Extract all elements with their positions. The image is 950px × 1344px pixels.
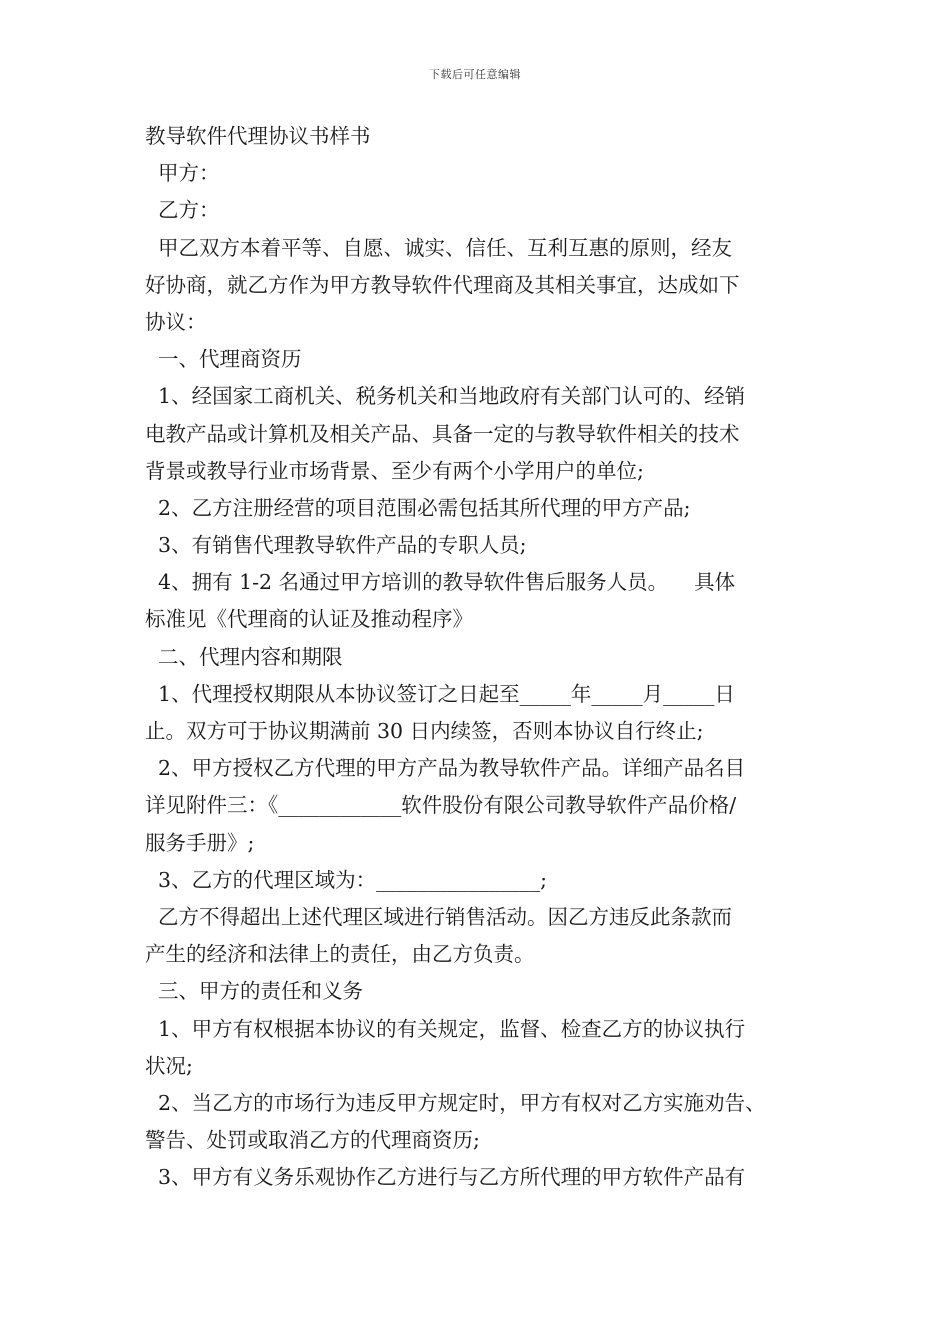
document-body [145,118,810,1196]
paragraph-line: 甲乙双方本着平等、自愿、诚实、信任、互利互惠的原则，经友 [145,235,733,260]
paragraph-line: 标准见《代理商的认证及推动程序》 [145,607,473,632]
paragraph-line: 3、乙方的代理区域为：________________; [145,867,547,892]
paragraph-line: 止。双方可于协议期满前 30 日内续签，否则本协议自行终止; [145,719,704,743]
party-b-line: 乙方： [145,198,220,223]
paragraph-line: 1、代理授权期限从本协议签订之日起至_____年_____月_____日 [145,681,735,706]
paragraph-line: 2、当乙方的市场行为违反甲方规定时，甲方有权对乙方实施劝告、 [145,1090,766,1115]
paragraph-line: 1、经国家工商机关、税务机关和当地政府有关部门认可的、经销 [145,384,746,409]
paragraph-line: 协议： [145,309,207,334]
paragraph-line: 好协商，就乙方作为甲方教导软件代理商及其相关事宜，达成如下 [145,272,740,297]
section-heading: 一、代理商资历 [145,347,302,372]
paragraph-line: 警告、处罚或取消乙方的代理商资历; [145,1128,480,1153]
paragraph-line: 2、甲方授权乙方代理的甲方产品为教导软件产品。详细产品名目 [145,756,746,781]
paragraph-line: 1、甲方有权根据本协议的有关规定，监督、检查乙方的协议执行 [145,1016,746,1041]
paragraph-line: 状况; [145,1053,193,1078]
paragraph-line: 产生的经济和法律上的责任，由乙方负责。 [145,942,535,967]
paragraph-line: 3、有销售代理教导软件产品的专职人员; [145,533,527,558]
paragraph-line: 3、甲方有义务乐观协作乙方进行与乙方所代理的甲方软件产品有 [145,1165,746,1190]
section-heading: 三、甲方的责任和义务 [145,979,364,1004]
paragraph-line: 服务手册》; [145,830,255,855]
paragraph-line: 详见附件三：《____________软件股份有限公司教导软件产品价格/ [145,793,737,818]
section-heading: 二、代理内容和期限 [145,644,343,669]
paragraph-line: 2、乙方注册经营的项目范围必需包括其所代理的甲方产品; [145,495,691,520]
paragraph-line: 乙方不得超出上述代理区域进行销售活动。因乙方违反此条款而 [145,904,733,929]
paragraph-line: 电教产品或计算机及相关产品、具备一定的与教导软件相关的技术 [145,421,740,446]
paragraph-line: 背景或教导行业市场背景、至少有两个小学用户的单位; [145,458,644,483]
document-title: 教导软件代理协议书样书 [145,124,371,148]
page-header: 下载后可任意编辑 [429,68,521,81]
party-a-line: 甲方： [145,161,220,186]
paragraph-line: 4、拥有 1-2 名通过甲方培训的教导软件售后服务人员。 具体 [145,570,736,595]
